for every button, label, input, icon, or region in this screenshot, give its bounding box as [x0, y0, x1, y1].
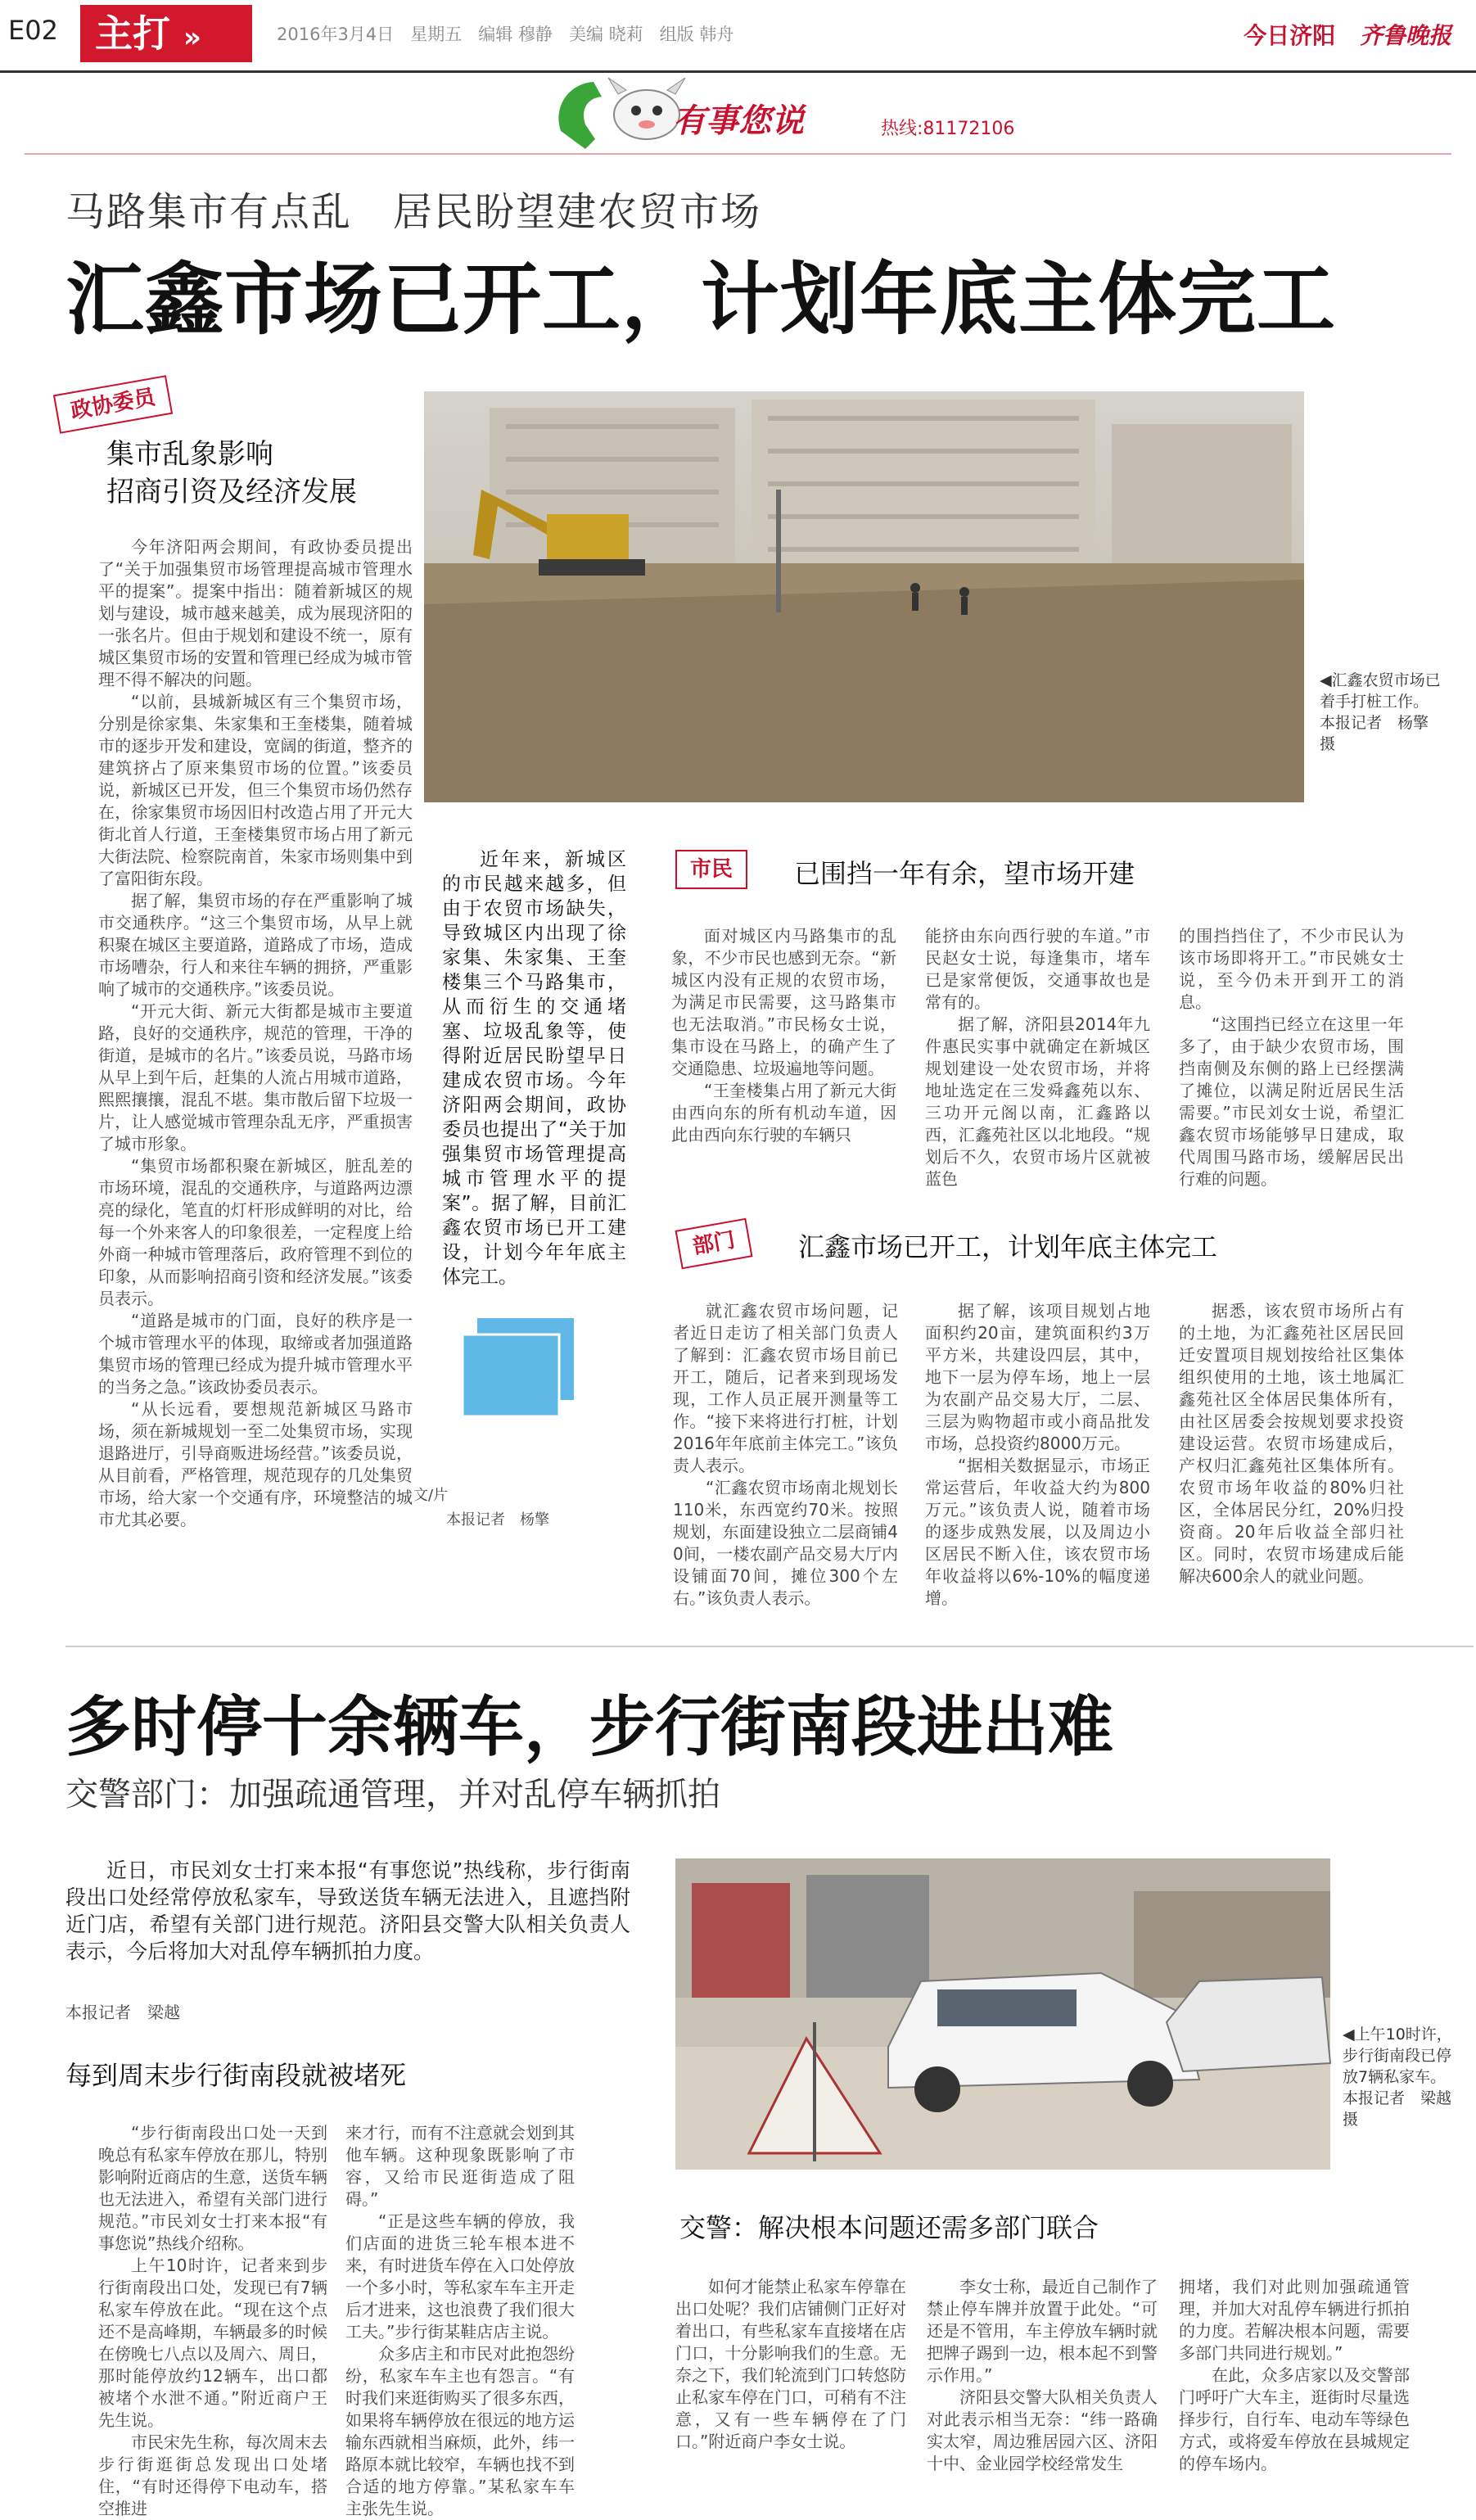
paragraph: “集贸市场都积聚在新城区，脏乱差的市场环境，混乱的交通秩序，与道路两边漂亮的绿化，笔直的灯杆形成鲜明的对比，给每一个外来客人的印象很差，一定程度上给外商一种城市管理落后，政府管理不到位的印象，从而影响招商引资和经济发展。”该委员表示。 — [98, 1156, 413, 1308]
paragraph: 市民宋先生称，每次周末去步行街逛街总发现出口处堵住，“有时还得停下电动车，搭空推进 — [98, 2432, 327, 2518]
sectionb-col1 — [671, 925, 896, 1171]
issue-weekday: 星期五 — [410, 25, 463, 44]
article-divider — [65, 1646, 1474, 1647]
paragraph: 拥堵，我们对此则加强疏通管理，并加大对乱停车辆进行抓拍的力度。若解决根本问题，需要多部门共同进行规划。” — [1179, 2277, 1410, 2363]
sidebar-byline: 本报记者 杨擎 — [446, 1511, 549, 1529]
issue-date: 2016年3月4日 — [277, 25, 395, 44]
paragraph: “开元大街、新元大街都是城市主要道路，良好的交通秩序，规范的管理，干净的街道，是城市的名片。”该委员说，马路市场从早上到午后，赶集的人流占用城市道路，熙熙攘攘，混乱不堪。集市散后留下垃圾一片，让人感觉城市管理杂乱无序，严重损害了城市形象。 — [98, 1001, 413, 1154]
paragraph: 就汇鑫农贸市场问题，记者近日走访了相关部门负责人了解到：汇鑫农贸市场目前已开工，随后，记者来到现场发现，工作人员正展开测量等工作。“接下来将进行打桩，计划2016年年底前主体完工。”该负责人表示。 — [673, 1301, 898, 1475]
page-meta — [277, 21, 733, 46]
column-hotline: 热线:81172106 — [881, 119, 1015, 139]
paragraph: “从长远看，要想规范新城区马路市场，须在新城规划一至二处集贸市场，实现退路进厅，引导商贩进场经营。”该委员说，从目前看，严格管理，规范现存的几处集贸市场，给大家一个交通有序，环境整洁的城市尤其必要。 — [98, 1399, 413, 1529]
article2-col2 — [345, 2122, 575, 2518]
article1-sectionc-subhead: 汇鑫市场已开工，计划年底主体完工 — [798, 1231, 1218, 1262]
typesetter: 组版 韩舟 — [659, 25, 734, 44]
section-badge — [80, 5, 252, 62]
column-rule — [25, 153, 1451, 155]
paragraph: “以前，县城新城区有三个集贸市场，分别是徐家集、朱家集和王奎楼集，随着城市的逐步开发和建设，宽阔的街道，整齐的建筑挤占了原来集贸市场的位置。”该委员说，新城区已开发，但三个集贸市场仍然存在，徐家集贸市场因旧村改造占用了开元大街北首人行道，王奎楼集贸市场占用了新元大街法院、检察院南首，朱家市场则集中到了富阳街东段。 — [98, 692, 413, 888]
sectionc-col1 — [673, 1300, 898, 1624]
column-title: 有事您说 — [673, 102, 804, 140]
tag-cppcc: 政协委员 — [53, 375, 173, 434]
edition-name: 今日济阳 — [1244, 22, 1336, 49]
paragraph: 在此，众多店家以及交警部门呼吁广大车主，逛街时尽量选择步行，自行车、电动车等绿色方式，或将爱车停放在县城规定的停车场内。 — [1179, 2365, 1410, 2473]
article2-byline: 本报记者 梁越 — [65, 2003, 180, 2022]
paragraph: “道路是城市的门面，良好的秩序是一个城市管理水平的体现，取缔或者加强道路集贸市场的管理已经成为提升城市管理水平的当务之急。”该政协委员表示。 — [98, 1311, 413, 1397]
paragraph: “步行街南段出口处一天到晚总有私家车停放在那儿，特别影响附近商店的生意，送货车辆也无法进入，希望有关部门进行规范。”市民刘女士打来本报“有事您说”热线介绍称。 — [98, 2123, 327, 2253]
sectionc-col3 — [1179, 1300, 1404, 1624]
paragraph: 据了解，济阳县2014年九件惠民实事中就确定在新城区规划建设一处农贸市场，并将地址选定在三发舜鑫苑以东、三功开元阁以南，汇鑫路以西，汇鑫苑社区以北地段。“规划后不久，农贸市场片区就被蓝色 — [925, 1014, 1150, 1189]
paragraph: 的围挡挡住了，不少市民认为该市场即将开工。”市民姚女士说，至今仍未开到开工的消息。 — [1179, 926, 1404, 1012]
parked-car-icon — [1167, 1977, 1330, 2071]
paragraph: “这围挡已经立在这里一年多了，由于缺少农贸市场，围挡南侧及东侧的路上已经摆满了摊位，以满足附近居民生活需要。”市民刘女士说，希望汇鑫农贸市场能够早日建成，取代周围马路市场，缓解居民出行难的问题。 — [1179, 1014, 1404, 1189]
article1-sectiona-body — [98, 536, 413, 1621]
article1-summary: 近年来，新城区的市民越来越多，但由于农贸市场缺失，导致城区内出现了徐家集、朱家集、王奎楼集三个马路集市，从而衍生的交通堵塞、垃圾乱象等，使得附近居民盼望早日建成农贸市场。今年济阳两会期间，政协委员也提出了“关于加强集贸市场管理提高城市管理水平的提案”。据了解，目前汇鑫农贸市场已开工建设，计划今年年底主体完工。 — [442, 849, 626, 1288]
article2-sectiona-subhead: 每到周末步行街南段就被堵死 — [65, 2060, 407, 2091]
quote-box-icon — [463, 1318, 577, 1425]
article2-sectionb-col3 — [1179, 2276, 1410, 2481]
header-rule — [0, 70, 1476, 73]
sidebar-byline-label: 文/片 — [413, 1487, 449, 1504]
section-label: 主打 — [95, 11, 170, 56]
sectionb-col3 — [1179, 925, 1404, 1189]
parked-cars-photo — [675, 1858, 1330, 2170]
article2-headline: 多时停十余辆车，步行街南段进出难 — [65, 1689, 1113, 1765]
tag-citizens: 市民 — [675, 850, 747, 889]
paragraph: “正是这些车辆的停放，我们店面的进货三轮车根本进不来，有时进货车停在入口处停放一个多小时，等私家车车主开走后才进来，这也浪费了我们很大工夫。”步行街某鞋店店主说。 — [345, 2211, 575, 2342]
editor: 编辑 穆静 — [478, 25, 553, 44]
newspaper-logo: 齐鲁晚报 — [1359, 22, 1451, 49]
paragraph: 众多店主和市民对此抱怨纷纷，私家车车主也有怨言。“有时我们来逛街购买了很多东西，如果将车辆停放在很远的地方运输东西就相当麻烦，此外，纬一路原本就比较窄，车辆也找不到合适的地方停靠。”某私家车车主张先生说。 — [345, 2344, 575, 2518]
paragraph: “汇鑫农贸市场南北规划长110米，东西宽约70米。按照规划，东面建设独立二层商铺40间，一楼农副产品交易大厅内设铺面70间，摊位300个左右。”该负责人表示。 — [673, 1478, 898, 1608]
article1-headline: 汇鑫市场已开工，计划年底主体完工 — [65, 254, 1336, 345]
photo1-caption: ◀汇鑫农贸市场已着手打桩工作。 本报记者 杨擎 摄 — [1320, 671, 1445, 753]
subhead-line1: 集市乱象影响 — [106, 438, 273, 471]
tag-department: 部门 — [675, 1218, 753, 1270]
paragraph: 面对城区内马路集市的乱象，不少市民也感到无奈。“新城区内没有正规的农贸市场，为满足市民需要，这马路集市也无法取消。”市民杨女士说，集市设在马路上，的确产生了交通隐患、垃圾遍地等问题。 — [671, 926, 896, 1078]
paragraph: 上午10时许，记者来到步行街南段出口处，发现已有7辆私家车停放在此。“现在这个点还不是高峰期，车辆最多的时候在傍晚七八点以及周六、周日，那时能停放约12辆车，出口都被堵个水泄不通。”附近商户王先生说。 — [98, 2256, 327, 2430]
page-code: E02 — [8, 15, 58, 46]
article2-sectionb-col2 — [927, 2276, 1158, 2481]
article1-kicker: 马路集市有点乱 居民盼望建农贸市场 — [65, 189, 762, 235]
paragraph: “据相关数据显示，市场正常运营后，年收益大约为800万元。”该负责人说，随着市场的逐步成熟发展，以及周边小区居民不断入住，该农贸市场年收益将以6%-10%的幅度递增。 — [925, 1456, 1150, 1608]
paragraph: 来才行，而有不注意就会划到其他车辆。这种现象既影响了市容，又给市民逛街造成了阻碍。” — [345, 2123, 575, 2209]
paragraph: 据悉，该农贸市场所占有的土地，为汇鑫苑社区居民回迁安置项目规划按给社区集体组织使用的土地，该土地属汇鑫苑社区全体居民集体所有，由社区居委会按规划要求投资建设运营。农贸市场建成后，产权归汇鑫苑社区集体所有。农贸市场年收益的80%归社区，全体居民分红，20%归投资商。20年后收益全部归社区。同时，农贸市场建成后能解决600余人的就业问题。 — [1179, 1301, 1404, 1586]
sectionc-col2 — [925, 1300, 1150, 1624]
article2-lead — [65, 1857, 630, 1965]
sectionb-col2 — [925, 925, 1150, 1189]
article2-subtitle: 交警部门：加强疏通管理，并对乱停车辆抓拍 — [65, 1776, 720, 1813]
paragraph: “王奎楼集占用了新元大街由西向东的所有机动车道，因此由西向东行驶的车辆只 — [671, 1081, 896, 1145]
article1-sectiona-subhead — [106, 436, 357, 511]
lead-paragraph: 近日，市民刘女士打来本报“有事您说”热线称，步行街南段出口处经常停放私家车，导致送货车辆无法进入，且遮挡附近门店，希望有关部门进行规范。济阳县交警大队相关负责人表示，今后将加大对乱停车辆抓拍力度。 — [65, 1858, 630, 1963]
phone-mascot-icon — [558, 78, 685, 149]
paragraph: 李女士称，最近自己制作了禁止停车牌并放置于此处。“可还是不管用，车主停放车辆时就把牌子踢到一边，根本起不到警示作用。” — [927, 2277, 1158, 2385]
paragraph: 如何才能禁止私家车停靠在出口处呢？我们店铺侧门正好对着出口，有些私家车直接堵在店门口，十分影响我们的生意。无奈之下，我们轮流到门口转悠防止私家车停在门口，可稍有不注意，又有一些车辆停在了门口。”附近商户李女士说。 — [675, 2277, 906, 2451]
paragraph: 济阳县交警大队相关负责人对此表示相当无奈：“纬一路确实太窄，周边雅居园六区、济阳十中、金业园学校经常发生 — [927, 2387, 1158, 2473]
article1-sectionb-subhead: 已围挡一年有余，望市场开建 — [794, 858, 1135, 889]
article2-sectionb-col1 — [675, 2276, 906, 2481]
paragraph: 今年济阳两会期间，有政协委员提出了“关于加强集贸市场管理提高城市管理水平的提案”。提案中指出：随着新城区的规划与建设，城市越来越美，成为展现济阳的一张名片。但由于规划和建设不统一，原有城区集贸市场的安置和管理已经成为城市管理不得不解决的问题。 — [98, 537, 413, 689]
paragraph: 能挤由东向西行驶的车道。”市民赵女士说，每逢集市，堵车已是家常便饭，交通事故也是常有的。 — [925, 926, 1150, 1012]
paragraph: 据了解，该项目规划占地面积约20亩，建筑面积约3万平方米，共建设四层，其中，地下一层为停车场，地上一层为农副产品交易大厅，二层、三层为购物超市或小商品批发市场，总投资约8000万元。 — [925, 1301, 1150, 1453]
article2-col1 — [98, 2122, 327, 2518]
column-banner — [544, 74, 1117, 154]
article2-sectionb-subhead: 交警：解决根本问题还需多部门联合 — [679, 2212, 1099, 2243]
edition-brand — [1244, 18, 1451, 51]
designer: 美编 晓莉 — [568, 25, 643, 44]
construction-site-photo — [424, 391, 1304, 802]
chevron-right-icon: » — [183, 21, 201, 54]
photo2-caption: ◀上午10时许，步行街南段已停放7辆私家车。 本报记者 梁越 摄 — [1343, 2025, 1468, 2129]
paragraph: 据了解，集贸市场的存在严重影响了城市交通秩序。“这三个集贸市场，从早上就积聚在城区主要道路，道路成了市场，造成市场嘈杂，行人和来往车辆的拥挤，严重影响了城市的交通秩序。”该委员说。 — [98, 891, 413, 999]
subhead-line2: 招商引资及经济发展 — [106, 476, 357, 508]
